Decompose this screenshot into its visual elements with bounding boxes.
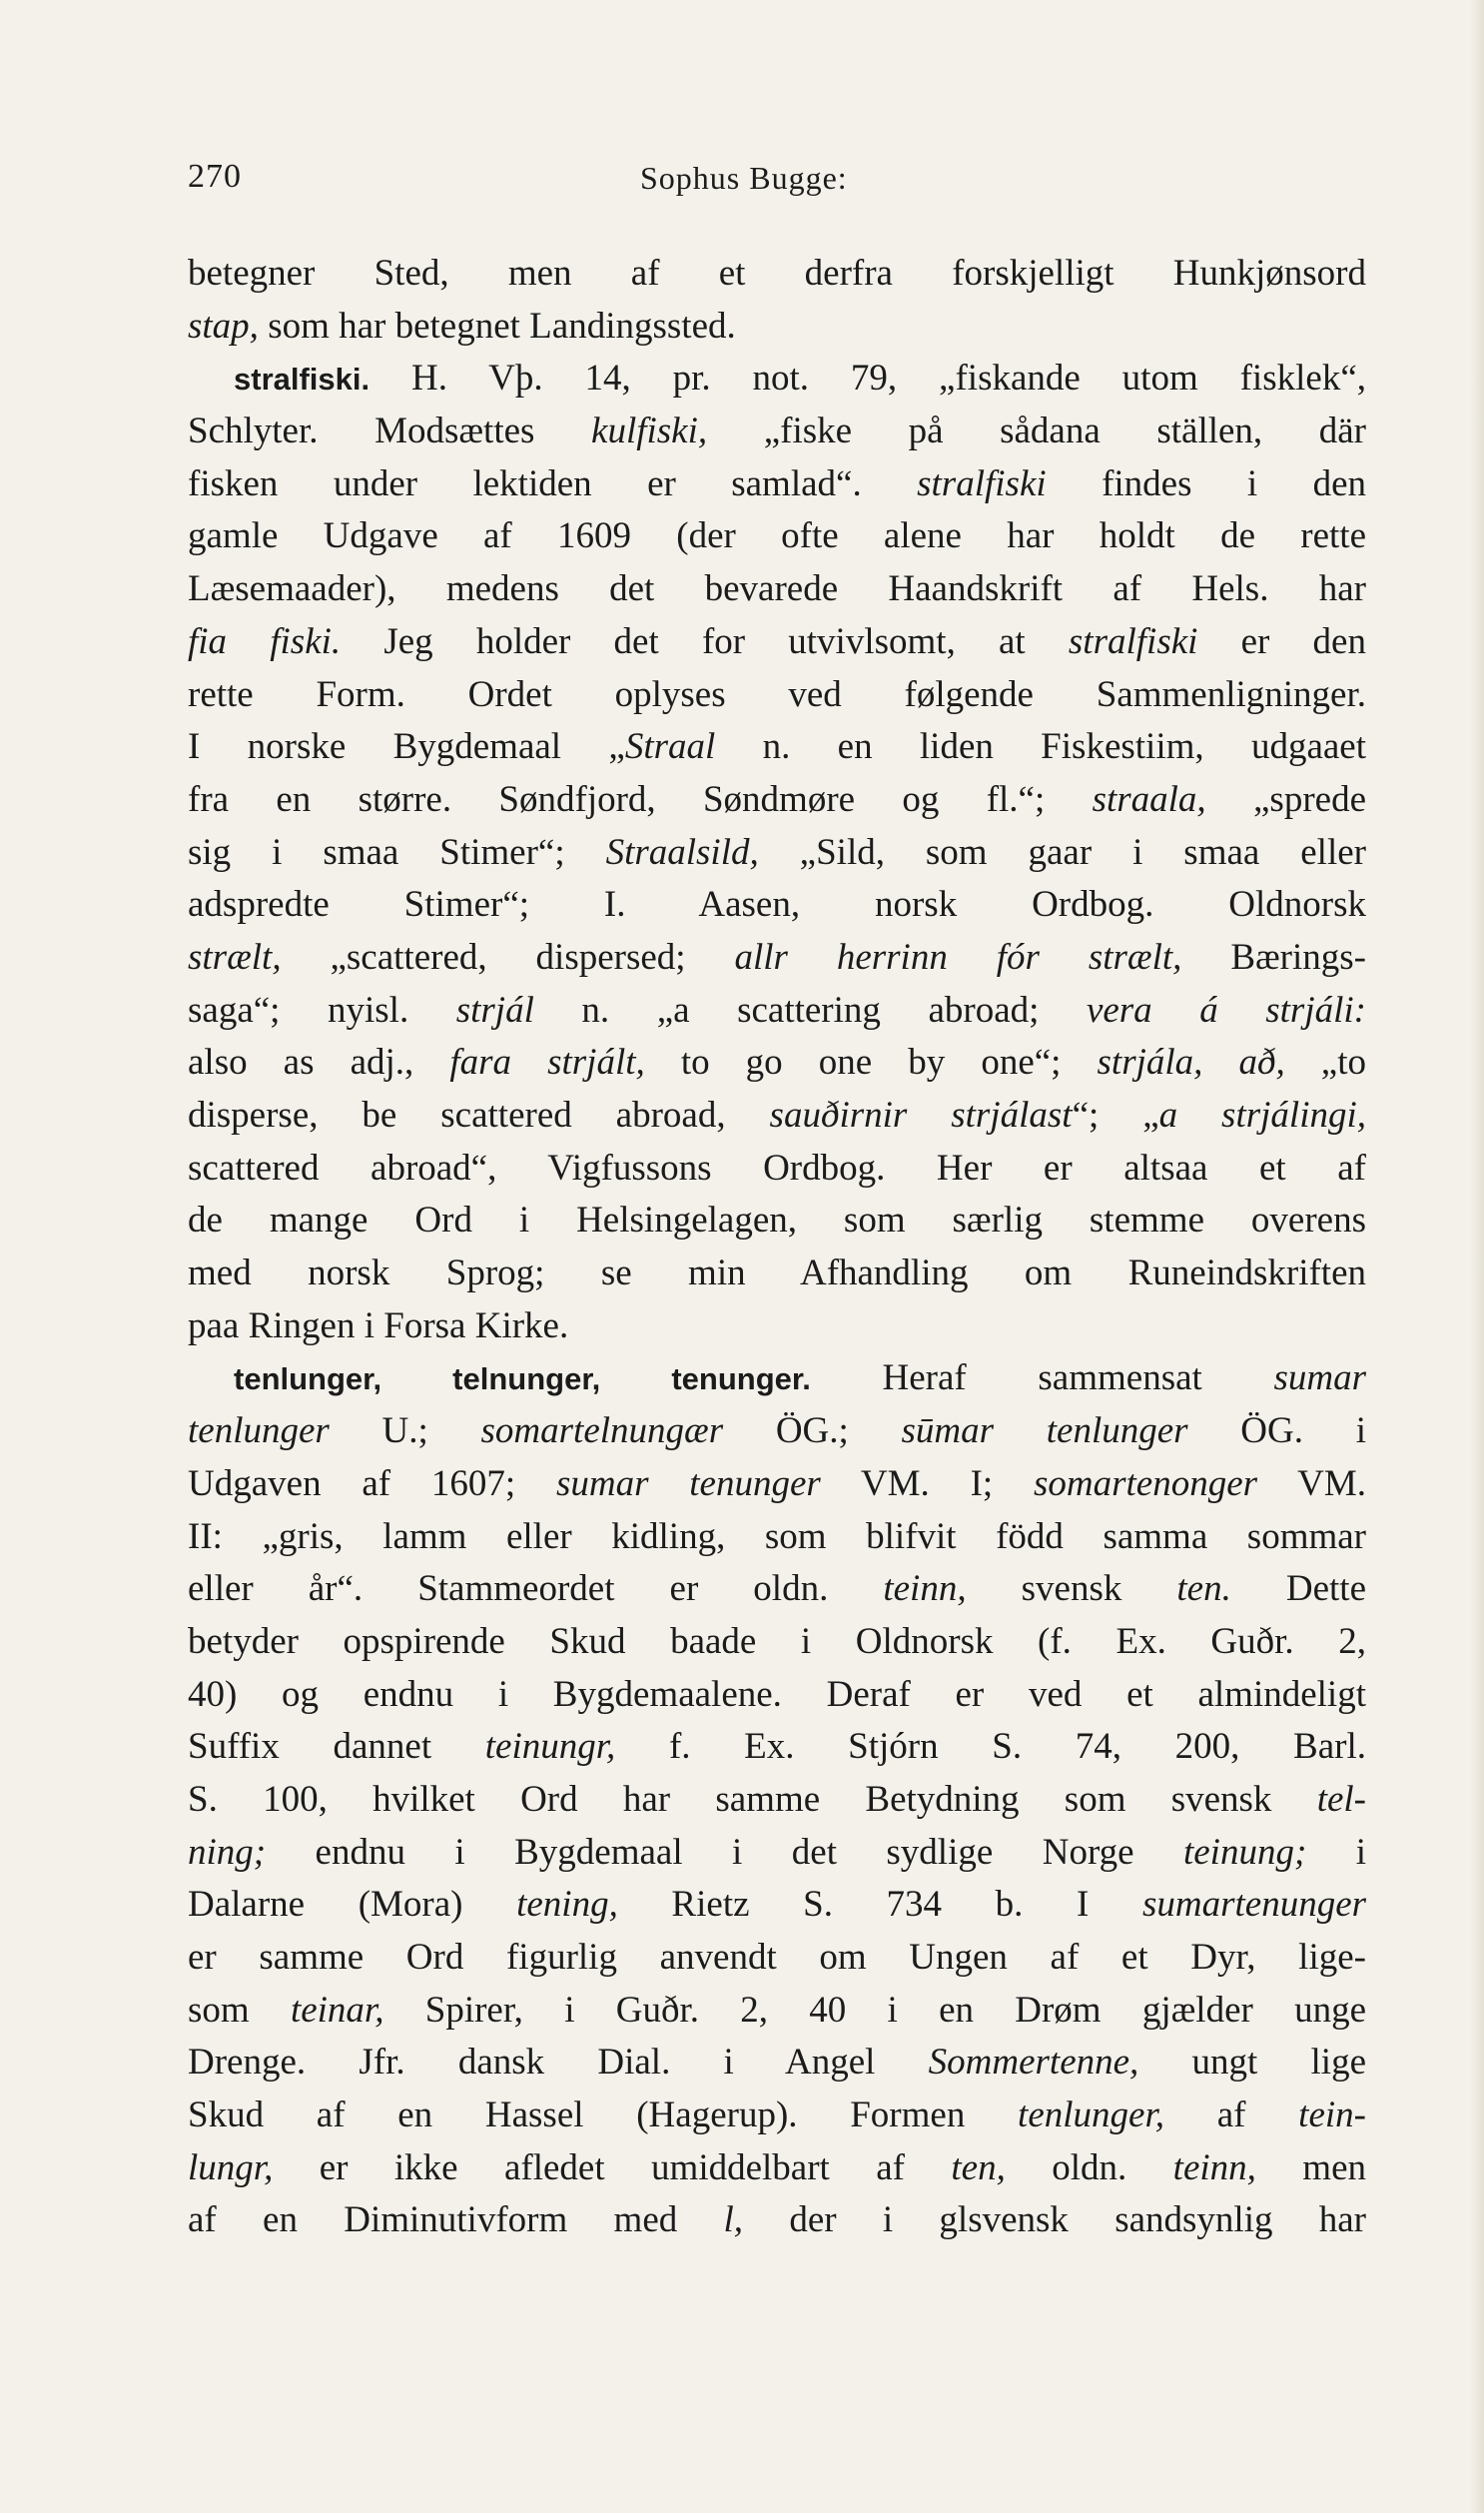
text-line xyxy=(188,1458,1366,1511)
text-line xyxy=(188,1405,1366,1458)
page-header xyxy=(188,158,1366,208)
text-segment: eller år“. Stammeordet er oldn. xyxy=(188,1568,884,1610)
text-line xyxy=(188,1827,1366,1880)
text-line xyxy=(188,1774,1366,1827)
text-segment: saga“; nyisl. xyxy=(188,989,456,1031)
running-head: Sophus Bugge: xyxy=(640,160,848,196)
italic-term: ning; xyxy=(188,1831,267,1873)
text-segment: de mange Ord i Helsingelagen, som særlig stemme overens xyxy=(188,1200,1366,1242)
italic-term: Sommertenne, xyxy=(928,2042,1139,2084)
text-segment: VM. xyxy=(1257,1462,1367,1504)
italic-term: teinn, xyxy=(1172,2146,1256,2188)
text-line xyxy=(188,1090,1366,1143)
italic-term: strjál xyxy=(455,989,534,1031)
text-line xyxy=(188,510,1366,563)
italic-term: ten, xyxy=(951,2146,1006,2188)
text-segment: gamle Udgave af 1609 (der ofte alene har holdt de rette xyxy=(188,515,1366,557)
text-line xyxy=(188,932,1366,985)
italic-term: stap, xyxy=(188,305,259,347)
text-segment: i xyxy=(1306,1831,1366,1873)
italic-term: lungr, xyxy=(188,2146,274,2188)
text-segment: „Sild, som gaar i smaa eller xyxy=(758,831,1366,873)
text-segment: der i glsvensk sandsynlig har xyxy=(743,2199,1366,2241)
italic-term: sumartenunger xyxy=(1141,1884,1367,1926)
text-segment: ungt lige xyxy=(1138,2042,1366,2084)
text-segment: rette Form. Ordet oplyses ved følgende Sammenligninger. xyxy=(188,673,1366,715)
text-segment: Udgaven af 1607; xyxy=(188,1462,556,1504)
text-segment: „scattered, dispersed; xyxy=(281,936,735,978)
text-segment: fisken under lektiden er samlad“. xyxy=(188,462,918,504)
text-segment: som xyxy=(188,1989,291,2031)
text-line xyxy=(188,563,1366,616)
text-segment: scattered abroad“, Vigfussons Ordbog. Her er altsaa et af xyxy=(188,1147,1366,1189)
entry-headword: tenlunger, telnunger, tenunger. xyxy=(234,1361,811,1397)
text-segment: Schlyter. Modsættes xyxy=(188,411,592,452)
text-line xyxy=(188,879,1366,932)
italic-term: tel- xyxy=(1316,1778,1366,1820)
text-segment: VM. I; xyxy=(820,1462,1034,1504)
text-line xyxy=(188,1932,1366,1985)
italic-term: teinung; xyxy=(1182,1831,1307,1873)
text-segment: svensk xyxy=(966,1568,1177,1610)
text-segment: U.; xyxy=(329,1410,481,1452)
page-edge-shadow xyxy=(1470,0,1484,2513)
text-line xyxy=(188,721,1366,774)
italic-term: fara strjált, xyxy=(449,1042,645,1084)
text-segment: Bærings- xyxy=(1181,936,1366,978)
italic-term: teinar, xyxy=(290,1989,384,2031)
text-segment: med norsk Sprog; se min Afhandling om Runeindskriften xyxy=(188,1253,1366,1294)
text-line xyxy=(188,2037,1366,2090)
italic-term: l, xyxy=(723,2199,744,2241)
italic-term: stralfiski xyxy=(1068,620,1198,662)
text-segment: S. 100, hvilket Ord har samme Betydning som svensk xyxy=(188,1778,1317,1820)
text-line xyxy=(188,301,1366,354)
text-line xyxy=(188,1669,1366,1722)
text-segment: paa Ringen i Forsa Kirke. xyxy=(188,1304,569,1346)
text-segment: disperse, be scattered abroad, xyxy=(188,1095,770,1136)
text-line xyxy=(188,827,1366,880)
text-segment: ÖG. i xyxy=(1187,1410,1366,1452)
italic-term: Straal xyxy=(624,726,716,768)
text-segment: II: „gris, lamm eller kidling, som blifvit född samma sommar xyxy=(188,1515,1366,1557)
italic-term: sauðirnir strjálast xyxy=(769,1095,1073,1136)
italic-term: fia fiski. xyxy=(188,620,342,662)
text-line xyxy=(188,406,1366,458)
italic-term: tening, xyxy=(516,1884,618,1926)
text-line xyxy=(188,1037,1366,1090)
text-segment: n. „a scattering abroad; xyxy=(533,989,1087,1031)
text-line xyxy=(188,774,1366,827)
text-line xyxy=(188,458,1366,511)
page-number: 270 xyxy=(188,158,242,195)
italic-term: strjála, að, xyxy=(1097,1042,1285,1084)
text-segment: er ikke afledet umiddelbart af xyxy=(273,2146,952,2188)
text-line xyxy=(188,1563,1366,1616)
text-segment: H. Vþ. 14, pr. not. 79, „fiskande utom fisklek“, xyxy=(370,358,1366,400)
text-line xyxy=(188,353,1366,406)
italic-term: somartenonger xyxy=(1033,1462,1258,1504)
italic-term: tenlunger xyxy=(188,1410,330,1452)
italic-term: Straalsild, xyxy=(605,831,759,873)
italic-term: straala, xyxy=(1092,778,1206,820)
italic-term: vera á strjáli: xyxy=(1086,989,1366,1031)
italic-term: teinn, xyxy=(883,1568,967,1610)
text-segment: sig i smaa Stimer“; xyxy=(188,831,606,873)
italic-term: sūmar tenlunger xyxy=(901,1410,1188,1452)
text-segment: I norske Bygdemaal „ xyxy=(188,726,625,768)
entry-headword: stralfiski. xyxy=(234,362,371,398)
italic-term: sumar xyxy=(1273,1357,1366,1399)
text-segment: Dette xyxy=(1230,1568,1366,1610)
text-line xyxy=(188,1300,1366,1353)
italic-term: tenlunger, xyxy=(1018,2094,1164,2136)
text-segment: „to xyxy=(1284,1042,1367,1084)
text-segment: betyder opspirende Skud baade i Oldnorsk (f. Ex. Guðr. 2, xyxy=(188,1620,1366,1662)
text-line xyxy=(188,1879,1366,1932)
italic-term: sumar tenunger xyxy=(555,1462,821,1504)
italic-term: tein- xyxy=(1298,2094,1366,2136)
text-segment: Læsemaader), medens det bevarede Haandskrift af Hels. har xyxy=(188,568,1366,610)
text-segment: Rietz S. 734 b. I xyxy=(617,1884,1142,1926)
text-segment: er samme Ord figurlig anvendt om Ungen af et Dyr, lige- xyxy=(188,1937,1366,1978)
text-segment: „fiske på sådana ställen, där xyxy=(707,411,1366,452)
italic-term: ten. xyxy=(1176,1568,1231,1610)
text-segment: af xyxy=(1164,2094,1299,2136)
text-line xyxy=(188,1511,1366,1564)
text-segment: betegner Sted, men af et derfra forskjelligt Hunkjønsord xyxy=(188,253,1366,294)
text-segment: Skud af en Hassel (Hagerup). Formen xyxy=(188,2094,1019,2136)
italic-term: teinungr, xyxy=(484,1726,616,1768)
italic-term: somartelnungær xyxy=(480,1410,724,1452)
text-line xyxy=(188,1616,1366,1669)
text-segment: fra en større. Søndfjord, Søndmøre og fl.“; xyxy=(188,778,1093,820)
text-line xyxy=(188,1352,1366,1405)
text-segment: Suffix dannet xyxy=(188,1726,485,1768)
text-segment: „sprede xyxy=(1205,778,1366,820)
text-line xyxy=(188,985,1366,1038)
text-segment: som har betegnet Landingssted. xyxy=(258,305,736,347)
italic-term: a strjálingi, xyxy=(1158,1095,1367,1136)
text-line xyxy=(188,1985,1366,2038)
text-line xyxy=(188,2090,1366,2142)
text-line xyxy=(188,2194,1366,2247)
text-segment: adspredte Stimer“; I. Aasen, norsk Ordbog. Oldnorsk xyxy=(188,884,1366,926)
body-text xyxy=(188,248,1366,2247)
text-segment: “; „ xyxy=(1072,1095,1159,1136)
text-segment: men xyxy=(1255,2146,1367,2188)
italic-term: strælt, xyxy=(188,936,282,978)
text-segment: ÖG.; xyxy=(723,1410,902,1452)
text-line xyxy=(188,1143,1366,1196)
text-segment: 40) og endnu i Bygdemaalene. Deraf er ved et almindeligt xyxy=(188,1673,1366,1715)
text-segment: also as adj., xyxy=(188,1042,450,1084)
text-line xyxy=(188,1195,1366,1248)
text-segment: af en Diminutivform med xyxy=(188,2199,724,2241)
text-segment: er den xyxy=(1197,620,1366,662)
text-line xyxy=(188,669,1366,722)
text-segment: Drenge. Jfr. dansk Dial. i Angel xyxy=(188,2042,929,2084)
text-segment: f. Ex. Stjórn S. 74, 200, Barl. xyxy=(615,1726,1366,1768)
text-line xyxy=(188,616,1366,669)
text-segment: Jeg holder det for utvivlsomt, at xyxy=(341,620,1069,662)
text-segment: findes i den xyxy=(1046,462,1367,504)
text-line xyxy=(188,2142,1366,2195)
text-line xyxy=(188,1248,1366,1300)
italic-term: allr herrinn fór strælt, xyxy=(734,936,1182,978)
text-segment: n. en liden Fiskestiim, udgaaet xyxy=(715,726,1366,768)
text-line xyxy=(188,248,1366,301)
text-segment: endnu i Bygdemaal i det sydlige Norge xyxy=(266,1831,1183,1873)
text-line xyxy=(188,1721,1366,1774)
text-segment: Spirer, i Guðr. 2, 40 i en Drøm gjælder unge xyxy=(383,1989,1366,2031)
text-segment: oldn. xyxy=(1005,2146,1173,2188)
text-segment: Dalarne (Mora) xyxy=(188,1884,517,1926)
text-segment: to go one by one“; xyxy=(644,1042,1098,1084)
italic-term: kulfiski, xyxy=(591,411,708,452)
text-segment: Heraf sammensat xyxy=(810,1357,1274,1399)
italic-term: stralfiski xyxy=(917,462,1047,504)
